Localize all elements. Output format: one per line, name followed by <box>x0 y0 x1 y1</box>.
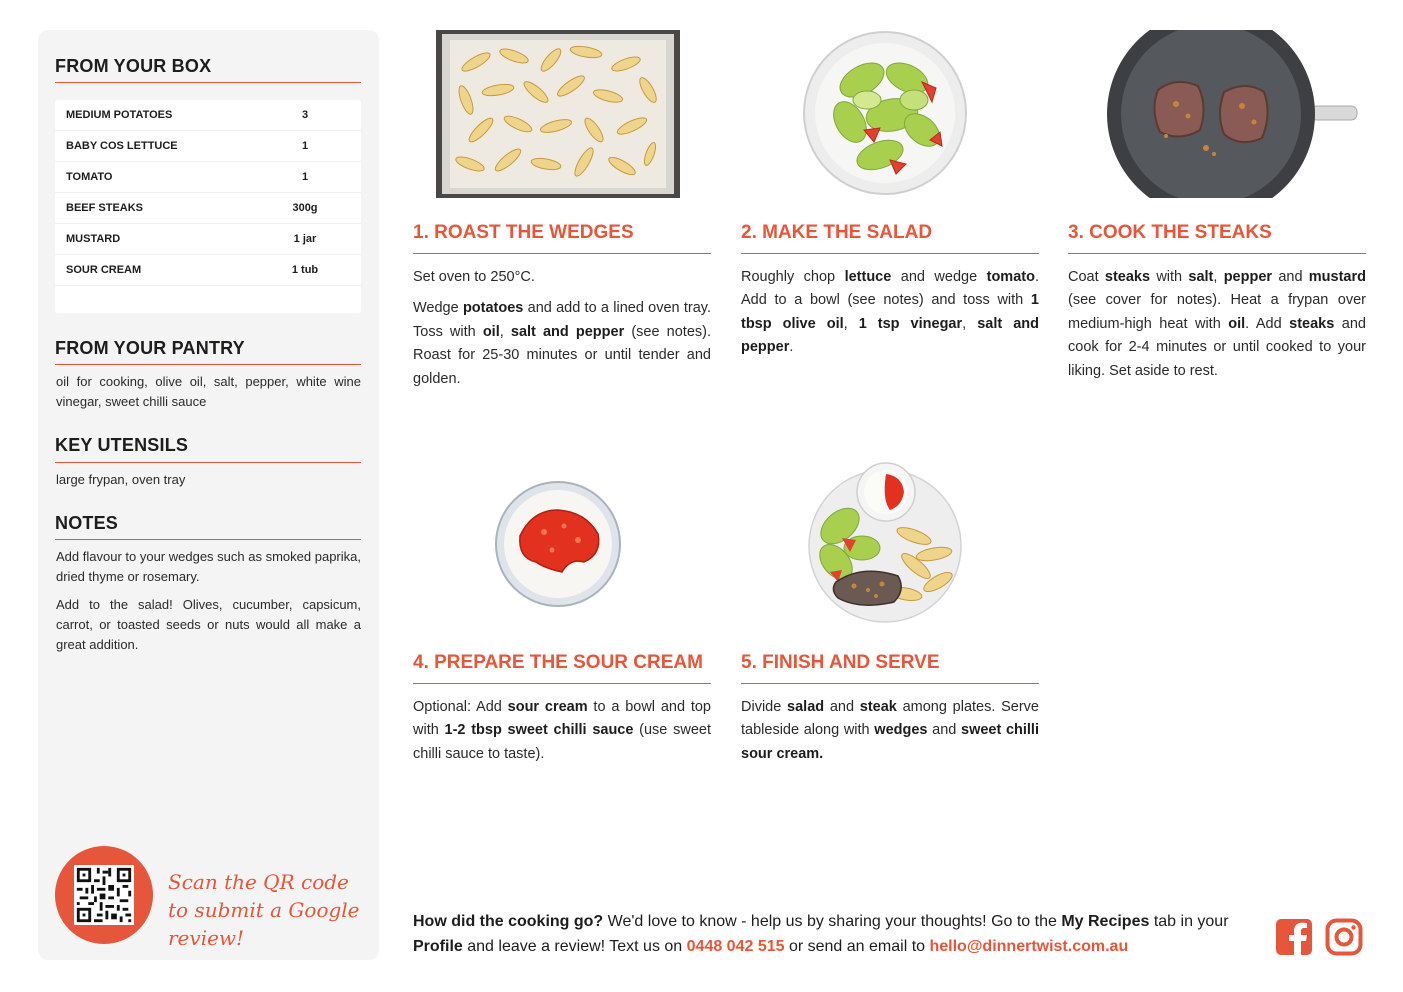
ingredient: lettuce <box>844 269 892 285</box>
text: (see cover for notes). Heat a frypan over medium-high heat with <box>1068 292 1366 332</box>
text: , <box>962 315 978 332</box>
step-5-para-1 <box>741 696 1039 766</box>
text: among plates. Serve tableside along with <box>741 699 1039 739</box>
ingredient: sweet chilli sour cream. <box>741 722 1039 762</box>
table-row <box>55 100 361 131</box>
phone-link[interactable]: 0448 042 515 <box>686 938 785 955</box>
ingredient-name: BABY COS LETTUCE <box>66 140 178 152</box>
text: and add to a lined oven tray. Toss with <box>413 300 711 340</box>
divider <box>413 683 711 684</box>
steaks-frypan-photo <box>1106 30 1358 198</box>
pantry-title: FROM YOUR PANTRY <box>55 338 245 358</box>
divider <box>55 462 361 463</box>
ingredient: wedges <box>874 722 928 739</box>
text: . Add <box>1245 315 1290 332</box>
instagram-icon[interactable] <box>1325 918 1363 956</box>
text: Divide <box>741 699 788 715</box>
text: . Add to a bowl (see notes) and toss with <box>741 269 1039 309</box>
my-recipes-link[interactable]: My Recipes <box>1061 913 1150 930</box>
step-1-para-2 <box>413 297 711 391</box>
step-1-para-1: Set oven to 250°C. <box>413 269 535 285</box>
text: and cook for 2-4 minutes or until cooked to your liking. Set aside to rest. <box>1068 315 1366 379</box>
ingredient: 1 tsp vinegar <box>858 315 963 332</box>
step-5-title: 5. FINISH AND SERVE <box>741 652 940 673</box>
text: , <box>843 315 859 332</box>
sour-cream-bowl-photo <box>494 480 622 608</box>
ingredient: salt <box>1188 269 1214 285</box>
text: and <box>927 722 961 739</box>
ingredient-name: SOUR CREAM <box>66 264 142 276</box>
text: and wedge <box>891 269 987 285</box>
ingredient-qty: 1 tub <box>291 264 319 276</box>
step-1-text <box>413 266 711 399</box>
step-4-title: 4. PREPARE THE SOUR CREAM <box>413 652 703 673</box>
ingredient-qty: 1 jar <box>293 233 317 245</box>
text: or send an email to <box>784 938 930 955</box>
notes-title: NOTES <box>55 513 119 533</box>
ingredient: sour cream <box>507 699 588 715</box>
ingredient: pepper <box>1223 269 1273 285</box>
qr-badge[interactable] <box>55 846 153 944</box>
ingredient: salt and pepper <box>741 315 1039 356</box>
step-3-title: 3. COOK THE STEAKS <box>1068 222 1272 243</box>
ingredient: mustard <box>1308 269 1366 285</box>
ingredient: salt and pepper <box>510 323 625 340</box>
ingredient: potatoes <box>462 300 524 317</box>
text: tab in your <box>1149 913 1229 930</box>
text: Optional: Add <box>413 699 508 715</box>
text: Coat <box>1068 269 1105 285</box>
facebook-icon[interactable] <box>1275 918 1313 956</box>
text: Wedge <box>413 300 463 317</box>
ingredient: oil <box>1228 315 1246 332</box>
email-link[interactable]: hello@dinnertwist.com.au <box>929 938 1129 955</box>
step-2-text <box>741 266 1039 368</box>
text: and <box>1272 269 1309 285</box>
ingredient-name: BEEF STEAKS <box>66 202 144 214</box>
ingredient-name: TOMATO <box>66 171 113 183</box>
finished-plate-photo <box>806 462 964 624</box>
feedback-question: How did the cooking go? <box>413 913 604 930</box>
ingredients-sidebar <box>38 30 379 960</box>
table-row <box>55 162 361 193</box>
text: , <box>1213 269 1224 285</box>
text: Roughly chop <box>741 269 845 285</box>
divider <box>55 82 361 83</box>
text: and <box>824 699 860 715</box>
step-5-text <box>741 696 1039 774</box>
table-row <box>55 193 361 224</box>
ingredient-qty: 3 <box>301 109 309 121</box>
ingredients-table <box>55 100 361 313</box>
roast-wedges-photo <box>436 30 680 198</box>
step-4-para-1 <box>413 696 711 766</box>
text: We'd love to know - help us by sharing your thoughts! Go to the <box>603 913 1062 930</box>
step-3-para-1 <box>1068 266 1366 383</box>
ingredient: 1 tbsp olive oil <box>741 292 1039 332</box>
ingredient-qty: 1 <box>301 140 309 152</box>
ingredient: steaks <box>1104 269 1151 285</box>
from-box-title: FROM YOUR BOX <box>55 56 212 76</box>
ingredient: steaks <box>1289 315 1335 332</box>
ingredient: 1-2 tbsp sweet chilli sauce <box>444 722 634 739</box>
table-row <box>55 131 361 162</box>
step-4-text <box>413 696 711 774</box>
ingredient-name: MUSTARD <box>66 233 121 245</box>
ingredient: salad <box>787 699 825 715</box>
salad-bowl-photo <box>802 30 968 196</box>
ingredient: steak <box>859 699 897 715</box>
text: and leave a review! Text us on <box>462 938 687 955</box>
divider <box>55 539 361 540</box>
ingredient-name: MEDIUM POTATOES <box>66 109 173 121</box>
step-2-title: 2. MAKE THE SALAD <box>741 222 933 243</box>
ingredient: tomato <box>986 269 1035 285</box>
pantry-text: oil for cooking, olive oil, salt, pepper, white wine vinegar, sweet chilli sauce <box>56 374 361 409</box>
divider <box>741 683 1039 684</box>
note-2: Add to the salad! Olives, cucumber, capsicum, carrot, or toasted seeds or nuts would all make a great addition. <box>56 597 361 652</box>
text: to a bowl and top with <box>413 699 711 739</box>
feedback-footer <box>413 909 1263 959</box>
text: , <box>499 323 511 340</box>
ingredient-qty: 1 <box>301 171 309 183</box>
step-3-text <box>1068 266 1366 391</box>
utensils-text: large frypan, oven tray <box>56 472 186 487</box>
text: . <box>789 339 794 356</box>
note-1: Add flavour to your wedges such as smoked paprika, dried thyme or rosemary. <box>56 549 361 584</box>
qr-review-prompt: Scan the QR code to submit a Google review! <box>168 870 360 950</box>
step-2-para-1 <box>741 266 1039 360</box>
profile-link[interactable]: Profile <box>413 938 463 955</box>
text: (see notes). Roast for 25-30 minutes or until tender and golden. <box>413 323 711 387</box>
ingredient: oil <box>482 323 500 340</box>
step-1-title: 1. ROAST THE WEDGES <box>413 222 634 243</box>
divider <box>413 253 711 254</box>
divider <box>55 364 361 365</box>
utensils-title: KEY UTENSILS <box>55 435 189 455</box>
ingredient-qty: 300g <box>292 202 318 214</box>
text: (use sweet chilli sauce to taste). <box>413 722 711 762</box>
qr-code-icon[interactable] <box>74 865 134 925</box>
table-row <box>55 255 361 286</box>
text: with <box>1150 269 1189 285</box>
divider <box>741 253 1039 254</box>
divider <box>1068 253 1366 254</box>
table-row <box>55 224 361 255</box>
